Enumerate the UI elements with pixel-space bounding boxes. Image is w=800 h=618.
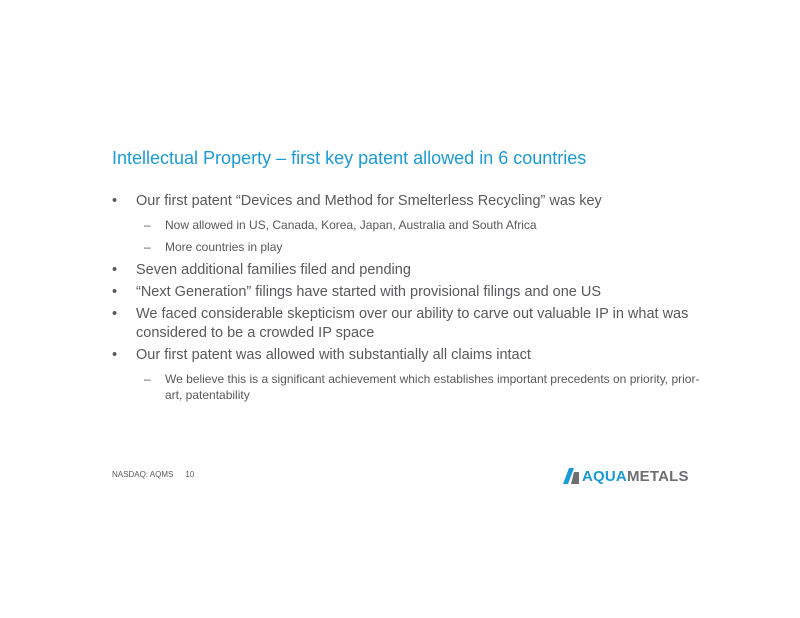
sub-bullet-item xyxy=(112,217,712,233)
bullet-text: Our first patent was allowed with substantially all claims intact xyxy=(136,347,531,363)
bullet-item xyxy=(112,305,712,343)
aqua-metals-logo-icon xyxy=(563,467,579,485)
page-number: 10 xyxy=(185,470,195,479)
logo-aqua: AQUA xyxy=(582,467,627,485)
bullet-text: “Next Generation” filings have started with provisional filings and one US xyxy=(136,284,602,300)
logo-wordmark xyxy=(582,468,689,485)
bullet-item xyxy=(112,346,712,365)
company-logo xyxy=(563,466,689,486)
sub-bullet-marker: – xyxy=(144,240,151,254)
sub-bullet-item xyxy=(112,239,712,255)
logo-metals: METALS xyxy=(626,467,689,485)
bullet-item xyxy=(112,192,712,211)
sub-bullet-text: We believe this is a significant achievement which establishes important precedents on priority, prior-art, patentability xyxy=(165,372,700,402)
bullet-marker: • xyxy=(112,284,118,300)
bullet-marker: • xyxy=(112,347,118,363)
bullet-text: Our first patent “Devices and Method for Smelterless Recycling” was key xyxy=(136,193,602,209)
bullet-item xyxy=(112,261,712,280)
bullet-text: Seven additional families filed and pending xyxy=(136,262,411,278)
slide-title: Intellectual Property – first key patent allowed in 6 countries xyxy=(112,148,587,168)
bullet-marker: • xyxy=(112,262,118,278)
footer xyxy=(112,470,194,479)
sub-bullet-marker: – xyxy=(144,218,151,232)
bullet-marker: • xyxy=(112,193,118,209)
bullet-marker: • xyxy=(112,306,118,322)
sub-bullet-text: More countries in play xyxy=(165,240,283,254)
bullet-item xyxy=(112,283,712,302)
bullet-list xyxy=(112,192,712,409)
sub-bullet-marker: – xyxy=(144,372,151,386)
footer-ticker: NASDAQ: AQMS xyxy=(112,470,174,479)
sub-bullet-item xyxy=(112,371,712,403)
sub-bullet-text: Now allowed in US, Canada, Korea, Japan, Australia and South Africa xyxy=(165,218,537,232)
bullet-text: We faced considerable skepticism over our ability to carve out valuable IP in what was considered to be a crowded IP space xyxy=(136,306,689,341)
